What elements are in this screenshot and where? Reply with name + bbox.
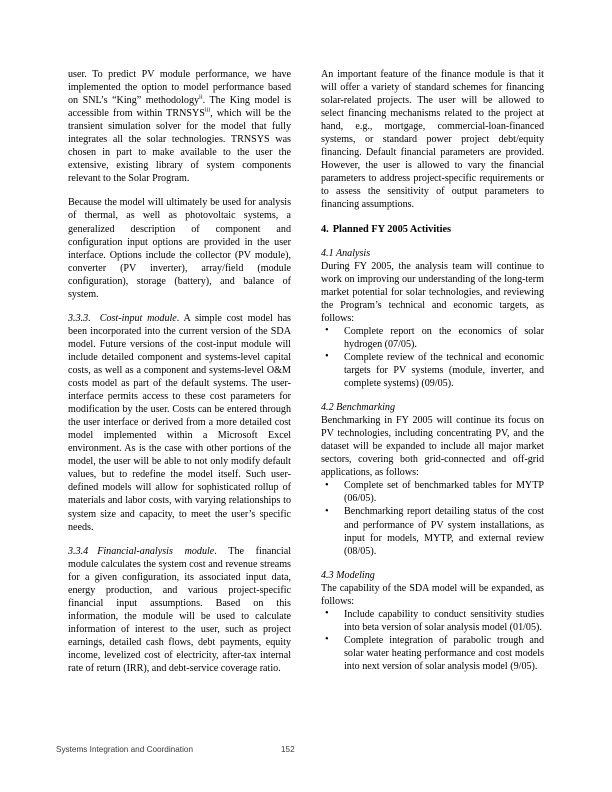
- list-item: [321, 351, 544, 390]
- left-column: [68, 68, 291, 686]
- bullet-icon: •: [325, 479, 329, 491]
- list-item-text: Complete integration of parabolic trough and solar water heating performance and cost models into next version of solar analysis model (9/05).: [344, 634, 544, 672]
- footer-section-label: Systems Integration and Coordination: [56, 745, 193, 754]
- section-3-3-4: [68, 545, 291, 675]
- list-item-text: Benchmarking report detailing status of the cost and performance of PV system installations, as input for models, MYTP, and external review (08/05).: [344, 506, 544, 557]
- list-item: [321, 634, 544, 673]
- bullet-icon: •: [325, 351, 329, 363]
- bullet-list-modeling: [321, 608, 544, 673]
- paragraph-4-1-intro: During FY 2005, the analysis team will continue to work on improving our understanding of the long-term market potential for solar technologies, and reviewing the Program’s technical and economic targets, as follows:: [321, 260, 544, 324]
- list-item-text: Complete review of the technical and economic targets for PV systems (module, inverter, and complete systems) (09/05).: [344, 351, 544, 390]
- list-item: [321, 479, 544, 505]
- subheading-4-2-benchmarking: 4.2 Benchmarking: [321, 402, 396, 414]
- list-item-text: Complete set of benchmarked tables for MYTP (06/05).: [344, 480, 544, 505]
- heading-number: 4.: [321, 223, 329, 235]
- section-3-3-3-number: 3.3.3.: [68, 312, 91, 324]
- bullet-list-analysis: [321, 325, 544, 390]
- paragraph-finance-module: An important feature of the finance module is that it will offer a variety of standard schemes for financing solar-related projects. The user will be allowed to select financing mechanisms related to the project at hand, e.g., mortgage, commercial-loan-financed systems, or standard power project debt/equity financing. Default financial parameters are provided. However, the user is allowed to vary the financial parameters to address project-specific requirements or to assess the sensitivity of output parameters to financing assumptions.: [321, 69, 544, 211]
- subheading-4-1-analysis: 4.1 Analysis: [321, 247, 371, 259]
- list-item-text: Include capability to conduct sensitivity studies into beta version of solar analysis model (01/05).: [344, 608, 544, 633]
- paragraph-trnsys-part3: , which will be the transient simulation solver for the model that fully integrates all the solar technologies. TRNSYS was chosen in part to make available to the user the extensive, existing library of system components relevant to the Solar Program.: [68, 108, 291, 185]
- list-item: [321, 505, 544, 557]
- paragraph-4-2-intro: Benchmarking in FY 2005 will continue its focus on PV technologies, including concentrating PV, and the dataset will be expanded to include all major market sectors, covering both grid-connected and off-grid applications, as follows:: [321, 415, 544, 479]
- paragraph-trnsys-part2: . The King model is accessible from within TRNSYS: [68, 95, 291, 120]
- section-3-3-4-number: 3.3.4: [68, 545, 89, 557]
- subheading-4-3-modeling: 4.3 Modeling: [321, 569, 375, 581]
- paragraph-trnsys: [68, 68, 291, 185]
- footnote-marker-ii: ii: [199, 93, 203, 101]
- list-item: [321, 325, 544, 351]
- section-3-3-4-body: . The financial module calculates the system cost and revenue streams for a given configuration, its associated input data, energy production, and various project-specific financial input assumptions. Based on this information, the module will be used to calculate information of interest to the user, such as project earnings, detailed cash flows, debt payments, equity income, levelized cost of electricity, after-tax internal rate of return (IRR), and debt-service coverage ratio.: [68, 545, 291, 675]
- section-3-3-4-title: Financial-analysis module: [97, 545, 215, 557]
- right-column: [321, 68, 544, 686]
- section-3-3-3-title: Cost-input module: [99, 312, 177, 324]
- bullet-icon: •: [325, 608, 329, 620]
- bullet-icon: •: [325, 634, 329, 646]
- list-item-text: Complete report on the economics of solar hydrogen (07/05).: [344, 325, 544, 350]
- footnote-marker-iii: iii: [204, 106, 211, 114]
- page-footer: [0, 742, 612, 762]
- bullet-icon: •: [325, 325, 329, 337]
- paragraph-trnsys-part1: user. To predict PV module performance, we have implemented the option to model performance based on SNL’s “King” methodology: [68, 69, 291, 107]
- bullet-list-benchmarking: [321, 479, 544, 557]
- paragraph-model-options: Because the model will ultimately be used for analysis of thermal, as well as photovoltaic systems, a generalized description of component and configuration input options are provided in the user interface. Options include the collector (PV module), converter (PV inverter), array/field (module configuration), storage (battery), and balance of system.: [68, 197, 291, 300]
- bullet-icon: •: [325, 505, 329, 517]
- heading-planned-fy-2005: [321, 223, 544, 236]
- paragraph-4-3-intro: The capability of the SDA model will be expanded, as follows:: [321, 582, 544, 607]
- section-3-3-3-body: . A simple cost model has been incorporated into the current version of the SDA model. Future versions of the cost-input module will include detailed component and systems-level capital costs, as well as a component and systems-level O&M costs model as part of the default systems. The user-interface permits access to these cost parameters for modification by the user. Costs can be entered through the user interface or derived from a more detailed cost model implemented within a Microsoft Excel environment. As is the case with other portions of the model, the user will be able to not only modify default values, but to redefine the model itself. Such user-defined models will allow for sophisticated rollup of materials and labor costs, with varying relationships to system size and capacity, to meet the user’s specific needs.: [68, 312, 291, 533]
- section-3-3-3: [68, 312, 291, 534]
- list-item: [321, 608, 544, 634]
- heading-text: Planned FY 2005 Activities: [332, 223, 452, 235]
- two-column-body: [68, 68, 544, 686]
- footer-page-number: 152: [281, 745, 295, 754]
